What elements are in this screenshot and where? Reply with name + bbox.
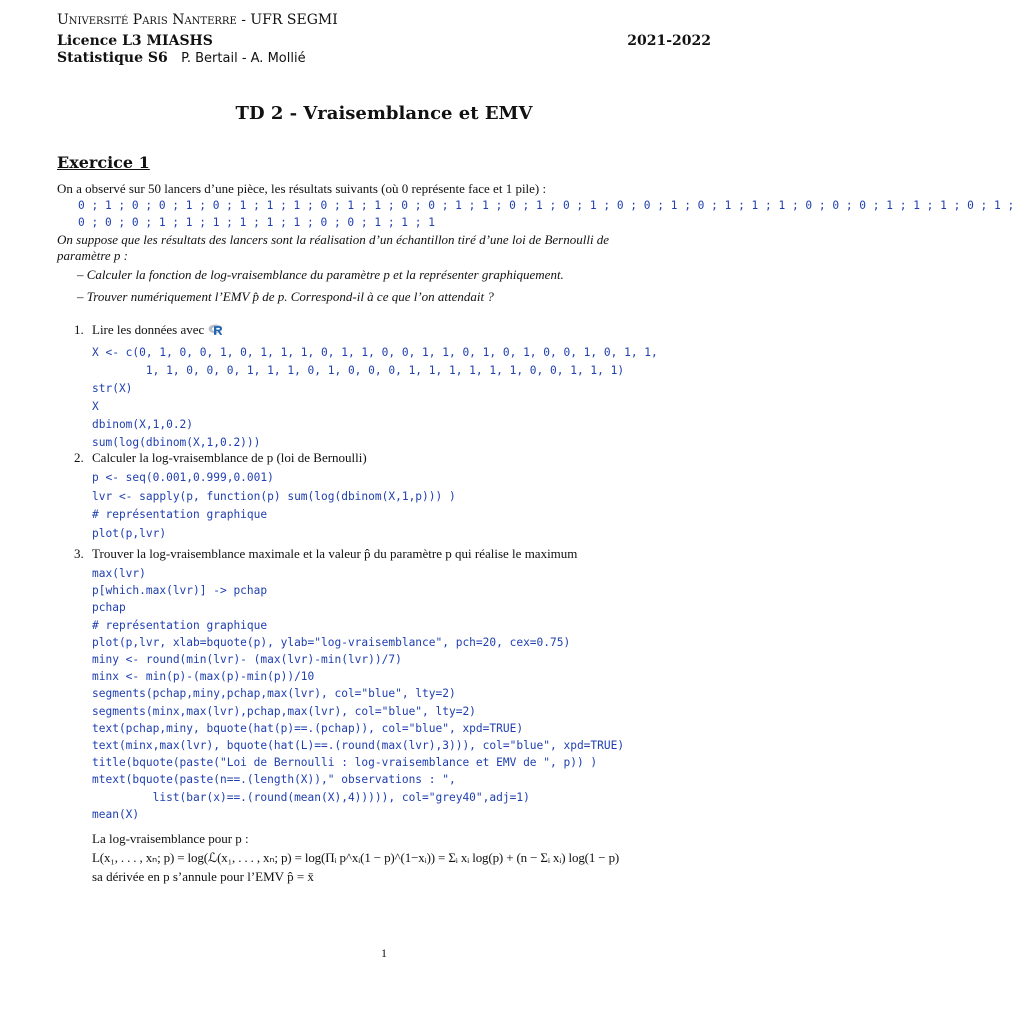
step-1-label: Lire les données avec xyxy=(92,322,205,337)
code-line: sum(log(dbinom(X,1,0.2))) xyxy=(92,436,261,449)
code-line: segments(minx,max(lvr),pchap,max(lvr), col="blue", lty=2) xyxy=(92,704,476,718)
code-line: # représentation graphique xyxy=(92,618,268,632)
code-line: pchap xyxy=(92,601,126,615)
r-logo-icon xyxy=(208,323,224,336)
university-header: Université Paris Nanterre - UFR SEGMI xyxy=(57,12,338,28)
code-line: 1, 1, 0, 0, 0, 1, 1, 1, 0, 1, 0, 0, 0, 1, 1, 1, 1, 1, 1, 0, 0, 1, 1, 1) xyxy=(92,364,625,377)
authors: P. Bertail - A. Mollié xyxy=(181,51,306,66)
course-line xyxy=(57,50,306,66)
code-line: mtext(bquote(paste(n==.(length(X))," observations : ", xyxy=(92,773,456,787)
code-line: str(X) xyxy=(92,382,133,395)
conclusion-intro: La log-vraisemblance pour p : xyxy=(92,831,249,846)
code-line: X <- c(0, 1, 0, 0, 1, 0, 1, 1, 1, 0, 1, 1, 0, 0, 1, 1, 0, 1, 0, 1, 0, 0, 1, 0, 1, 1, xyxy=(92,346,658,359)
log-likelihood-formula: L(x₁, . . . , xₙ; p) = log(ℒ(x₁, . . . , xₙ; p) = log(Πᵢ p^xᵢ(1 − p)^(1−xᵢ)) = Σᵢ xᵢ log(p) + (n − Σᵢ xᵢ) log(1 − p) xyxy=(92,850,620,865)
step-3-number: 3. xyxy=(74,546,84,561)
code-line: dbinom(X,1,0.2) xyxy=(92,418,194,431)
code-line: minx <- min(p)-(max(p)-min(p))/10 xyxy=(92,670,315,684)
hypothesis-line-1: On suppose que les résultats des lancers sont la réalisation d’un échantillon tiré d’une loi de Bernoulli de xyxy=(57,232,610,247)
step-1-number: 1. xyxy=(74,322,84,337)
data-line-1: 0 ; 1 ; 0 ; 0 ; 1 ; 0 ; 1 ; 1 ; 1 ; 0 ; 1 ; 1 ; 0 ; 0 ; 1 ; 1 ; 0 ; 1 ; 0 ; 1 ; 0 ; 0 ; 1 ; 0 ; 1 ; 1 ; 1 ; 0 ; 0 ; 0 ; 1 ; 1 ; 1 ; 0 ; 1 ; xyxy=(78,199,1014,212)
step-3-code xyxy=(92,565,624,823)
conclusion-derivative: sa dérivée en p s’annule pour l’EMV p̂ = x̄ xyxy=(92,869,314,884)
step-2-text: Calculer la log-vraisemblance de p (loi de Bernoulli) xyxy=(92,450,367,465)
code-line: # représentation graphique xyxy=(92,508,268,521)
code-line: p <- seq(0.001,0.999,0.001) xyxy=(92,471,274,484)
academic-year: 2021-2022 xyxy=(627,33,711,49)
code-line: miny <- round(min(lvr)- (max(lvr)-min(lvr))/7) xyxy=(92,653,402,667)
step-2-code xyxy=(92,469,456,543)
code-line: text(minx,max(lvr), bquote(hat(L)==.(round(max(lvr),3))), col="blue", xpd=TRUE) xyxy=(92,739,625,753)
code-line: p[which.max(lvr)] -> pchap xyxy=(92,584,268,598)
task-2: – Trouver numériquement l’EMV p̂ de p. Correspond-il à ce que l’on attendait ? xyxy=(77,289,494,304)
code-line: mean(X) xyxy=(92,807,140,821)
code-line: segments(pchap,miny,pchap,max(lvr), col="blue", lty=2) xyxy=(92,687,456,701)
code-line: X xyxy=(92,400,99,413)
exercise-heading: Exercice 1 xyxy=(57,153,150,172)
code-line: max(lvr) xyxy=(92,567,146,580)
code-line: lvr <- sapply(p, function(p) sum(log(dbinom(X,1,p))) ) xyxy=(92,489,456,503)
hypothesis-line-2: paramètre p : xyxy=(57,248,129,263)
step-1-code xyxy=(92,344,658,452)
code-line: title(bquote(paste("Loi de Bernoulli : log-vraisemblance et EMV de ", p)) ) xyxy=(92,756,598,770)
page-number: 1 xyxy=(381,946,387,960)
step-1-text xyxy=(92,322,224,338)
code-line: list(bar(x)==.(round(mean(X),4))))), col="grey40",adj=1) xyxy=(92,790,530,804)
document-title: TD 2 - Vraisemblance et EMV xyxy=(235,103,533,124)
licence-label: Licence L3 MIASHS xyxy=(57,33,213,49)
data-line-2: 0 ; 0 ; 0 ; 1 ; 1 ; 1 ; 1 ; 1 ; 1 ; 0 ; 0 ; 1 ; 1 ; 1 xyxy=(78,216,435,229)
course-label: Statistique S6 xyxy=(57,50,168,66)
step-3-text: Trouver la log-vraisemblance maximale et la valeur p̂ du paramètre p qui réalise le maximum xyxy=(92,546,578,561)
code-line: text(pchap,miny, bquote(hat(p)==.(pchap)), col="blue", xpd=TRUE) xyxy=(92,721,524,735)
step-2-number: 2. xyxy=(74,450,84,465)
code-line: plot(p,lvr) xyxy=(92,526,167,540)
task-1: – Calculer la fonction de log-vraisemblance du paramètre p et la représenter graphiquement. xyxy=(77,267,564,282)
exercise-intro: On a observé sur 50 lancers d’une pièce, les résultats suivants (où 0 représente face et 1 pile) : xyxy=(57,181,547,196)
code-line: plot(p,lvr, xlab=bquote(p), ylab="log-vraisemblance", pch=20, cex=0.75) xyxy=(92,635,571,649)
